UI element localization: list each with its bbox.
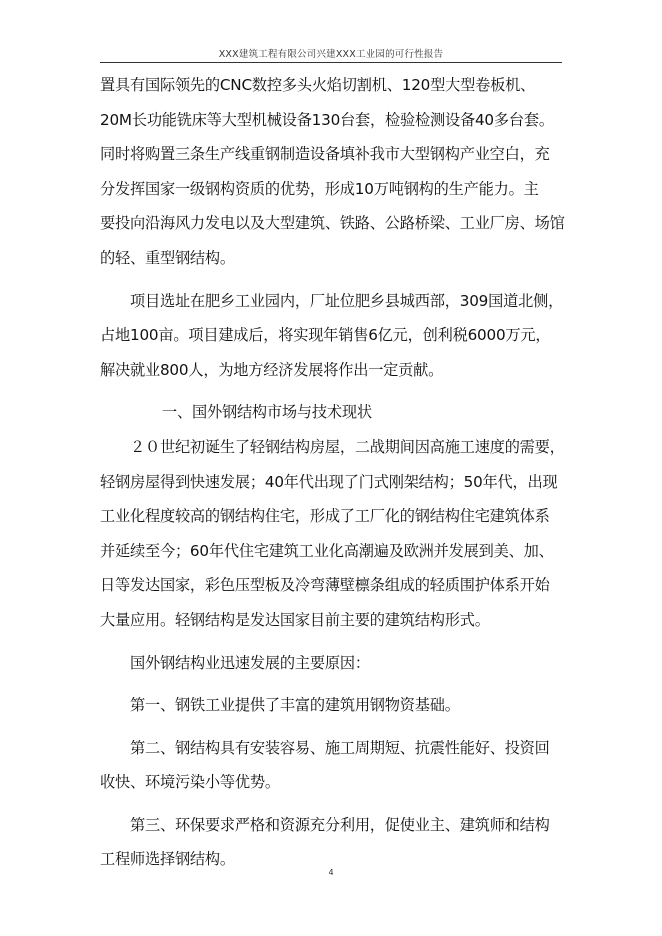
text-line: 置具有国际领先的CNC数控多头火焰切割机、120型大型卷板机、 <box>100 76 536 94</box>
text-line: 轻钢房屋得到快速发展；40年代出现了门式刚架结构；50年代，出现 <box>100 472 558 491</box>
paragraph-reason-3 <box>100 808 570 877</box>
page-number: 4 <box>328 868 334 877</box>
running-header: XXX建筑工程有限公司兴建XXX工业园的可行性报告 <box>218 49 444 60</box>
text-line: 大量应用。轻钢结构是发达国家目前主要的建筑结构形式。 <box>100 610 490 629</box>
text-line: 日等发达国家，彩色压型板及冷弯薄壁檩条组成的轻质围护体系开始 <box>100 576 550 595</box>
paragraph-reason-2 <box>100 731 570 800</box>
text-line: 解决就业800人，为地方经济发展将作出一定贡献。 <box>100 360 444 379</box>
text-line: 工程师选择钢结构。 <box>100 850 235 869</box>
paragraph-reason-1 <box>100 688 570 723</box>
text-line: 收快、环境污染小等优势。 <box>100 773 280 792</box>
text-line: 要投向沿海风力发电以及大型建筑、铁路、公路桥梁、工业厂房、场馆 <box>100 214 565 233</box>
text-line: 第三、环保要求严格和资源充分利用，促使业主、建筑师和结构 <box>130 815 550 834</box>
document-body <box>100 68 570 877</box>
text-line: 20M长功能铣床等大型机械设备130台套，检验检测设备40多台套。 <box>100 110 554 129</box>
paragraph-site <box>100 284 570 388</box>
text-line: 的轻、重型钢结构。 <box>100 248 235 267</box>
text-line: 同时将购置三条生产线重钢制造设备填补我市大型钢构产业空白，充 <box>100 145 550 164</box>
text-line: 工业化程度较高的钢结构住宅，形成了工厂化的钢结构住宅建筑体系 <box>100 507 550 526</box>
text-line: 第一、钢铁工业提供了丰富的建筑用钢物资基础。 <box>130 696 460 715</box>
paragraph-equipment <box>100 68 570 276</box>
section-heading <box>100 395 570 430</box>
paragraph-history <box>100 430 570 638</box>
text-line: 项目选址在肥乡工业园内，厂址位肥乡县城西部，309国道北侧， <box>130 291 564 310</box>
text-line: 第二、钢结构具有安装容易、施工周期短、抗震性能好、投资回 <box>130 738 550 757</box>
text-line: 分发挥国家一级钢构资质的优势，形成10万吨钢构的生产能力。主 <box>100 179 539 198</box>
text-line: 国外钢结构业迅速发展的主要原因： <box>130 653 370 672</box>
heading-text: 一、国外钢结构市场与技术现状 <box>162 403 372 422</box>
header-rule <box>100 62 562 63</box>
text-line: 并延续至今；60年代住宅建筑工业化高潮遍及欧洲并发展到美、加、 <box>100 541 554 560</box>
text-line: 占地100亩。项目建成后，将实现年销售6亿元，创利税6000万元， <box>100 326 551 345</box>
text-line: ２０世纪初诞生了轻钢结构房屋，二战期间因高施工速度的需要， <box>130 437 565 456</box>
paragraph-reasons-intro <box>100 646 570 681</box>
